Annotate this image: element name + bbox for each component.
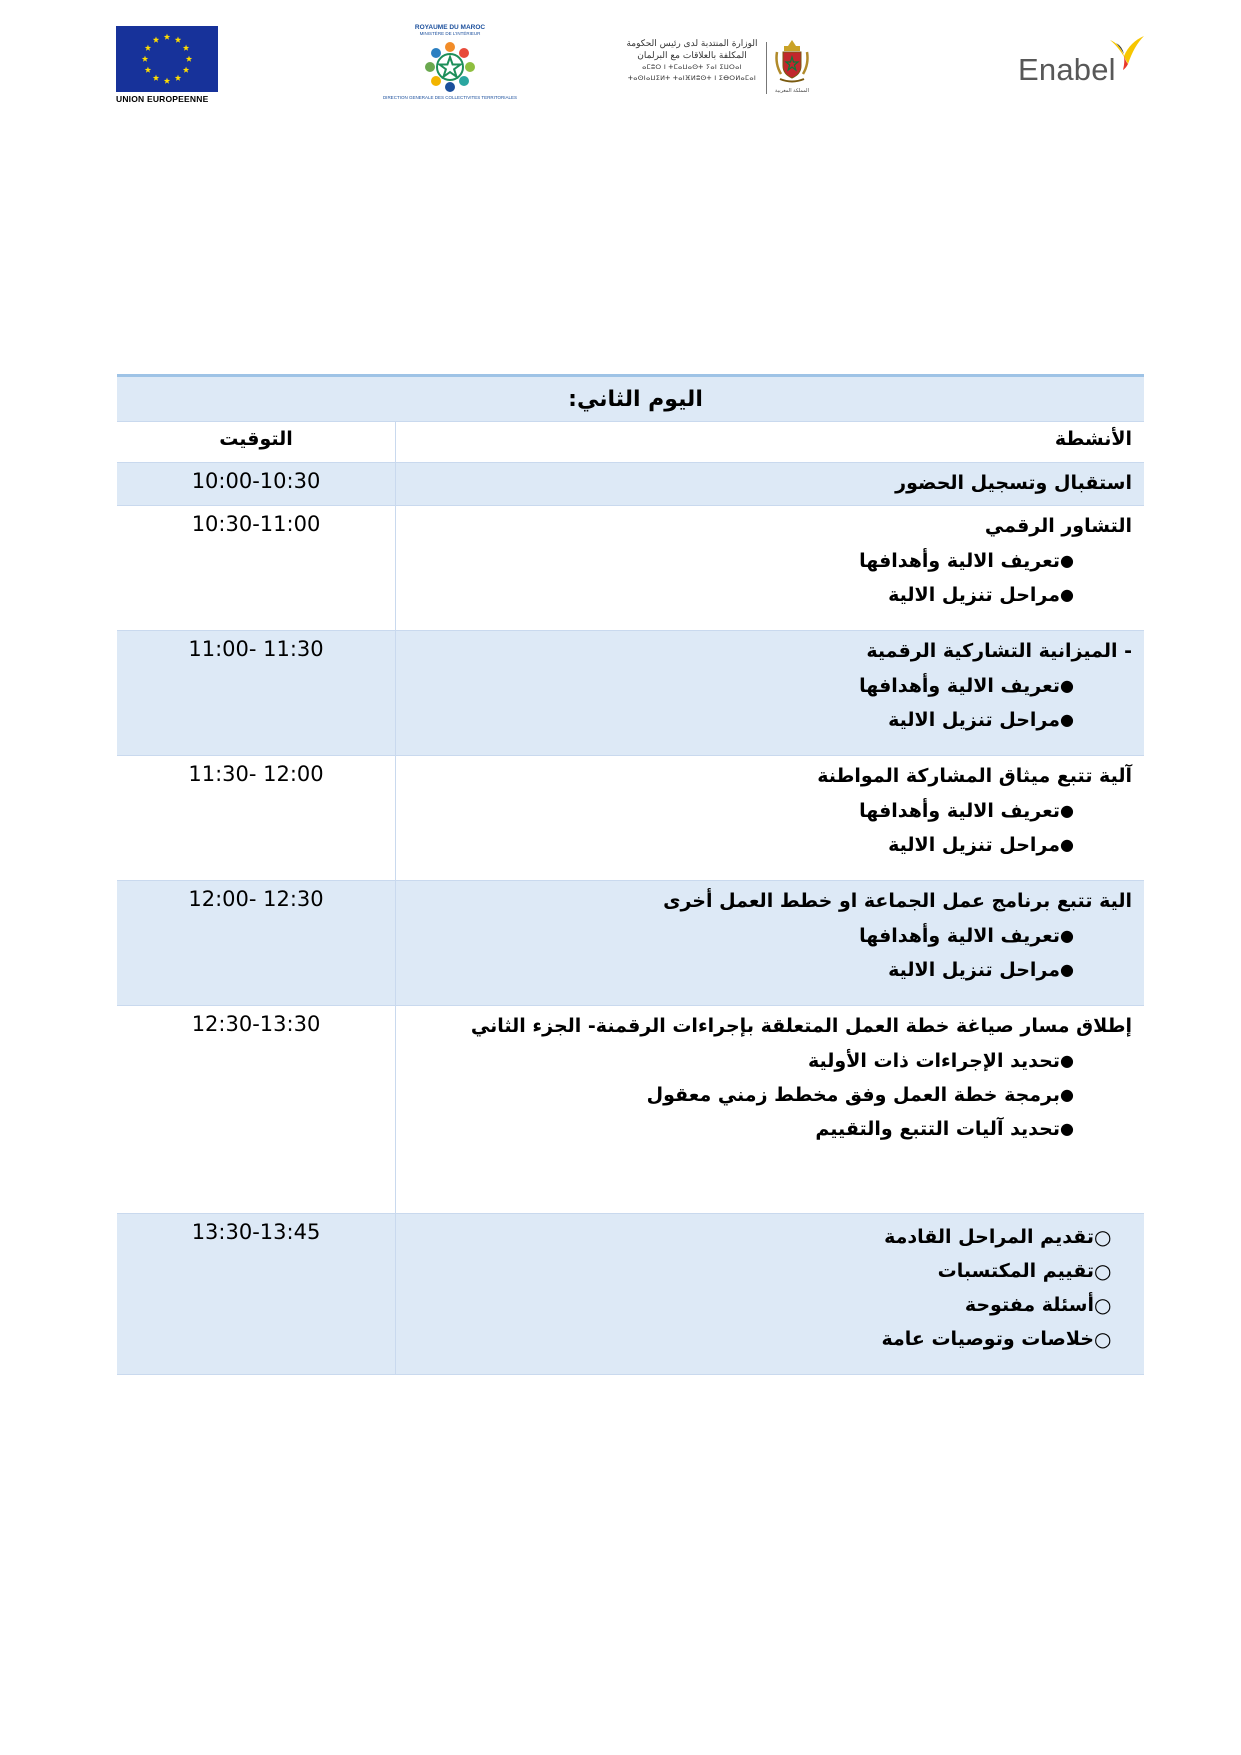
eu-star-icon: [175, 75, 181, 81]
maroc-title: ROYAUME DU MAROC: [414, 24, 486, 31]
time-slot: 10:30-11:00: [191, 512, 321, 536]
time-cell: [117, 1006, 396, 1213]
dgct-star-icon: [424, 41, 476, 93]
list-item-text: تحديد الإجراءات ذات الأولية: [807, 1050, 1060, 1072]
list-item-text: مراحل تنزيل الالية: [888, 709, 1060, 731]
list-item-text: تعريف الالية وأهدافها: [859, 800, 1060, 822]
list-item: [406, 578, 1132, 612]
table-row: [117, 1006, 1144, 1214]
time-slot: 12:00- 12:30: [188, 887, 324, 911]
activity-title: إطلاق مسار صياغة خطة العمل المتعلقة بإجراءات الرقمنة- الجزء الثاني: [470, 1015, 1132, 1037]
eu-star-icon: [183, 45, 189, 51]
bullet-icon: ●: [1060, 585, 1074, 604]
column-header-activities: الأنشطة: [1054, 428, 1132, 450]
activity-items: [406, 669, 1132, 737]
bullet-icon: ●: [1060, 1051, 1074, 1070]
activity-cell: [396, 1214, 1144, 1374]
bullet-icon: ●: [1060, 1085, 1074, 1104]
activity-title: التشاور الرقمي: [984, 515, 1132, 537]
ministry-tifinagh-line-1: ⴰⵎⵓⵔ ⵏ ⵜⵎⴰⵡⴰⵙⵜ ⵢⴰⵏ ⵉⵡⵔⴰⵏ: [642, 63, 742, 71]
ministry-relations-parliament-logo: [624, 38, 816, 102]
eu-logo: [116, 26, 220, 104]
table-title-row: [117, 377, 1144, 422]
enabel-wordmark: Enabel: [1018, 52, 1116, 87]
eu-star-icon: [145, 67, 151, 73]
ministry-tifinagh-line-2: ⵜⴰⵙⵏⴰⵡⵉⵍⵜ ⵜⴰⵏⴼⵍⵓⵙⵜ ⵏ ⵉⴱⵔⵍⴰⵎⴰⵏ: [627, 74, 757, 82]
time-cell: [117, 463, 396, 505]
ministry-text-block: [624, 38, 760, 84]
list-item-text: تعريف الالية وأهدافها: [859, 550, 1060, 572]
list-item: [406, 1044, 1132, 1078]
list-item: [406, 1078, 1132, 1112]
bullet-icon: ●: [1060, 926, 1074, 945]
time-cell: [117, 506, 396, 630]
table-row: [117, 463, 1144, 506]
activity-items: [406, 544, 1132, 612]
list-item: [406, 1112, 1132, 1146]
table-row: [117, 506, 1144, 631]
bullet-icon: ●: [1060, 835, 1074, 854]
time-slot: 10:00-10:30: [191, 469, 321, 493]
list-item-text: مراحل تنزيل الالية: [888, 584, 1060, 606]
column-header-time: التوقيت: [117, 422, 396, 462]
time-slot: 11:00- 11:30: [188, 637, 324, 661]
table-row: [117, 1214, 1144, 1375]
table-header-row: [117, 422, 1144, 463]
ministry-arabic-line-1: الوزارة المنتدبة لدى رئيس الحكومة: [626, 39, 758, 49]
activity-title: الية تتبع برنامج عمل الجماعة او خطط العمل أخرى: [663, 890, 1132, 912]
eu-caption: UNION EUROPEENNE: [116, 94, 209, 104]
eu-star-icon: [175, 37, 181, 43]
activity-items: [406, 1044, 1132, 1146]
list-item: [406, 1220, 1132, 1254]
eu-star-icon: [142, 56, 148, 62]
bullet-icon: ●: [1060, 960, 1074, 979]
enabel-swoosh-icon: [1106, 34, 1146, 74]
list-item: [406, 544, 1132, 578]
time-slot: 12:30-13:30: [191, 1012, 321, 1036]
time-slot: 11:30- 12:00: [188, 762, 324, 786]
circle-bullet-icon: ○: [1094, 1293, 1112, 1317]
maroc-caption: DIRECTION GENERALE DES COLLECTIVITES TERRITORIALES: [382, 95, 518, 100]
ministry-arabic-line-2: المكلفة بالعلاقات مع البرلمان: [637, 51, 747, 61]
activity-cell: [396, 631, 1144, 755]
activity-title: - الميزانية التشاركية الرقمية: [866, 640, 1132, 662]
list-item-text: مراحل تنزيل الالية: [888, 834, 1060, 856]
activity-items: [406, 794, 1132, 862]
coat-of-arms-icon: [772, 38, 812, 94]
eu-star-icon: [183, 67, 189, 73]
list-item-text: خلاصات وتوصيات عامة: [881, 1328, 1094, 1350]
enabel-logo: [1018, 34, 1154, 86]
activity-items: [406, 919, 1132, 987]
table-row: [117, 631, 1144, 756]
agenda-table: [117, 374, 1144, 1375]
activity-cell: [396, 506, 1144, 630]
coat-of-arms-caption: المملكة المغربية: [775, 88, 809, 94]
table-row: [117, 881, 1144, 1006]
list-item: [406, 828, 1132, 862]
list-item-text: تقديم المراحل القادمة: [884, 1226, 1094, 1248]
activity-cell: [396, 756, 1144, 880]
bullet-icon: ●: [1060, 676, 1074, 695]
list-item-text: مراحل تنزيل الالية: [888, 959, 1060, 981]
table-title: اليوم الثاني:: [568, 386, 703, 412]
activity-cell: [396, 1006, 1144, 1213]
activity-title: آلية تتبع ميثاق المشاركة المواطنة: [817, 765, 1132, 787]
circle-bullet-icon: ○: [1094, 1327, 1112, 1351]
eu-star-icon: [153, 37, 159, 43]
maroc-subtitle: MINISTÈRE DE L'INTÉRIEUR: [419, 31, 481, 36]
list-item: [406, 1288, 1132, 1322]
list-item-text: تقييم المكتسبات: [937, 1260, 1094, 1282]
eu-star-icon: [186, 56, 192, 62]
bullet-icon: ●: [1060, 551, 1074, 570]
bullet-icon: ●: [1060, 1119, 1074, 1138]
activity-items: [406, 1220, 1132, 1356]
list-item: [406, 919, 1132, 953]
list-item-text: تعريف الالية وأهدافها: [859, 925, 1060, 947]
list-item: [406, 703, 1132, 737]
eu-star-icon: [145, 45, 151, 51]
eu-star-icon: [153, 75, 159, 81]
time-cell: [117, 1214, 396, 1374]
bullet-icon: ●: [1060, 710, 1074, 729]
list-item-text: تحديد آليات التتبع والتقييم: [815, 1118, 1060, 1140]
circle-bullet-icon: ○: [1094, 1259, 1112, 1283]
activity-title: استقبال وتسجيل الحضور: [895, 472, 1132, 494]
eu-flag-icon: [116, 26, 218, 92]
ministry-divider: [766, 42, 767, 94]
eu-star-icon: [164, 34, 170, 40]
ministry-interior-logo: [375, 24, 525, 120]
activity-cell: [396, 881, 1144, 1005]
activity-cell: [396, 463, 1144, 505]
list-item: [406, 1254, 1132, 1288]
circle-bullet-icon: ○: [1094, 1225, 1112, 1249]
bullet-icon: ●: [1060, 801, 1074, 820]
time-cell: [117, 881, 396, 1005]
list-item-text: برمجة خطة العمل وفق مخطط زمني معقول: [646, 1084, 1060, 1106]
list-item: [406, 1322, 1132, 1356]
list-item: [406, 794, 1132, 828]
time-cell: [117, 756, 396, 880]
table-row: [117, 756, 1144, 881]
list-item-text: تعريف الالية وأهدافها: [859, 675, 1060, 697]
time-cell: [117, 631, 396, 755]
list-item: [406, 669, 1132, 703]
time-slot: 13:30-13:45: [191, 1220, 321, 1244]
eu-star-icon: [164, 78, 170, 84]
list-item-text: أسئلة مفتوحة: [964, 1294, 1094, 1316]
list-item: [406, 953, 1132, 987]
